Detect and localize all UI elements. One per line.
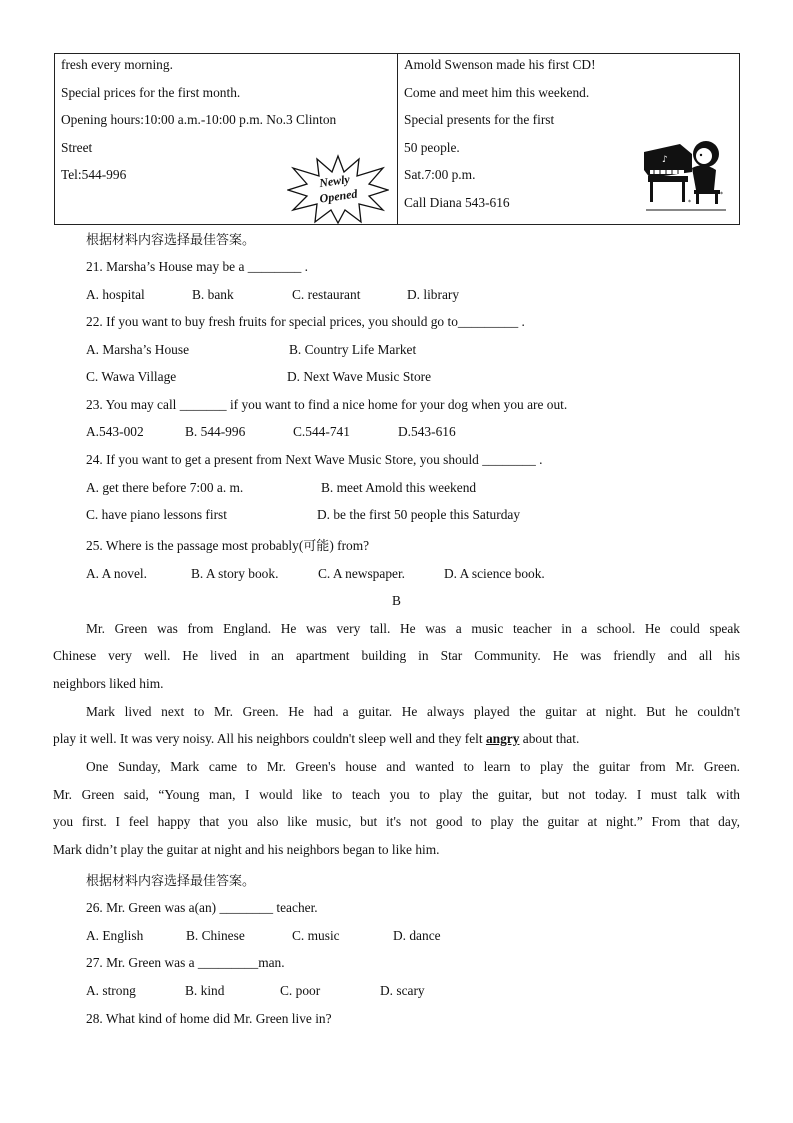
q21-option-c: C. restaurant [292,287,361,302]
q23-option-c: C.544-741 [293,424,350,439]
q24-stem: 24. If you want to get a present from Next Wave Music Store, you should ________ . [86,452,543,467]
passage-p1-line-2: Chinese very well. He lived in an apartment building in Star Community. He was friendly and all his [53,648,740,663]
passage-p1-line-1: Mr. Green was from England. He was very tall. He was a music teacher in a school. He could speak [86,621,740,636]
q25-option-c: C. A newspaper. [318,566,406,581]
badge-line-1: Newly [318,171,351,191]
svg-text:*: * [720,191,723,198]
q21-option-a: A. hospital [86,287,145,302]
q24-option-a: A. get there before 7:00 a. m. [86,480,244,495]
q28-stem: 28. What kind of home did Mr. Green live in? [86,1011,332,1026]
badge-line-2: Opened [318,186,359,206]
ad-right-line-5: Sat.7:00 p.m. [404,167,476,182]
q26-option-c: C. music [292,928,340,943]
q22-stem: 22. If you want to buy fresh fruits for special prices, you should go to_________ . [86,314,525,329]
q23-option-b: B. 544-996 [185,424,246,439]
q23-option-d: D.543-616 [398,424,456,439]
newly-opened-badge [287,154,389,224]
ad-left-line-4: Street [61,140,93,155]
ad-left-line-1: fresh every morning. [61,57,173,72]
ad-left-line-3: Opening hours:10:00 a.m.-10:00 p.m. No.3 Clinton [61,112,337,127]
q24-option-c: C. have piano lessons first [86,507,227,522]
q23-option-a: A.543-002 [86,424,144,439]
q25-stem-before: 25. Where is the passage most probably( [86,538,304,553]
ad-right-line-2: Come and meet him this weekend. [404,85,590,100]
passage-p3-line-4: Mark didn’t play the guitar at night and his neighbors began to like him. [53,842,440,857]
q25-stem [86,535,369,554]
q22-option-b: B. Country Life Market [289,342,417,357]
passage-p3-line-3: you first. I feel happy that you also like music, but it's not good to play the guitar at night.” From that day, [53,814,740,829]
q27-stem: 27. Mr. Green was a _________man. [86,955,285,970]
q21-stem: 21. Marsha’s House may be a ________ . [86,259,309,274]
q25-option-a: A. A novel. [86,566,148,581]
passage-p3-line-2: Mr. Green said, “Young man, I would like to teach you to play the guitar, but not today. I must talk with [53,787,740,802]
section-b-title: B [392,593,401,608]
advertisement-table [54,53,740,225]
q24-option-d: D. be the first 50 people this Saturday [317,507,521,522]
q21-option-b: B. bank [192,287,234,302]
q26-option-b: B. Chinese [186,928,245,943]
passage-p2-line-2-before: play it well. It was very noisy. All his neighbors couldn't sleep well and they felt [53,731,486,746]
ad-right-line-1: Amold Swenson made his first CD! [404,57,596,72]
q25-option-d: D. A science book. [444,566,545,581]
q23-stem: 23. You may call _______ if you want to find a nice home for your dog when you are out. [86,397,568,412]
section-b-instruction: 根据材料内容选择最佳答案。 [86,874,256,889]
ad-left-line-2: Special prices for the first month. [61,85,241,100]
q22-option-d: D. Next Wave Music Store [287,369,432,384]
piano-player-icon [640,132,728,212]
passage-p3-line-1: One Sunday, Mark came to Mr. Green's house and wanted to learn to play the guitar from Mr. Green. [86,759,740,774]
q24-option-b: B. meet Amold this weekend [321,480,477,495]
passage-p1-line-3: neighbors liked him. [53,676,164,691]
q27-option-c: C. poor [280,983,321,998]
svg-text:♪: ♪ [662,155,668,165]
ad-right-line-4: 50 people. [404,140,460,155]
q26-stem: 26. Mr. Green was a(an) ________ teacher. [86,900,318,915]
passage-p2-line-2 [53,731,740,747]
q27-option-a: A. strong [86,983,136,998]
q21-option-d: D. library [407,287,460,302]
q25-option-b: B. A story book. [191,566,279,581]
q25-stem-cn: 可能 [303,539,330,554]
q22-option-c: C. Wawa Village [86,369,177,384]
q26-option-d: D. dance [393,928,441,943]
q22-option-a: A. Marsha’s House [86,342,190,357]
passage-p2-line-1: Mark lived next to Mr. Green. He had a guitar. He always played the guitar at night. But he couldn't [86,704,740,719]
q27-option-d: D. scary [380,983,425,998]
keyword-angry: angry [485,731,520,746]
svg-text:*: * [688,199,691,206]
section-a-instruction: 根据材料内容选择最佳答案。 [86,233,256,248]
table-divider [397,54,398,224]
ad-right-line-3: Special presents for the first [404,112,555,127]
q26-option-a: A. English [86,928,144,943]
passage-p2-line-2-after: about that. [519,731,580,746]
q25-stem-after: ) from? [329,538,370,553]
q27-option-b: B. kind [185,983,225,998]
ad-left-line-5: Tel:544-996 [61,167,127,182]
ad-right-line-6: Call Diana 543-616 [404,195,510,210]
